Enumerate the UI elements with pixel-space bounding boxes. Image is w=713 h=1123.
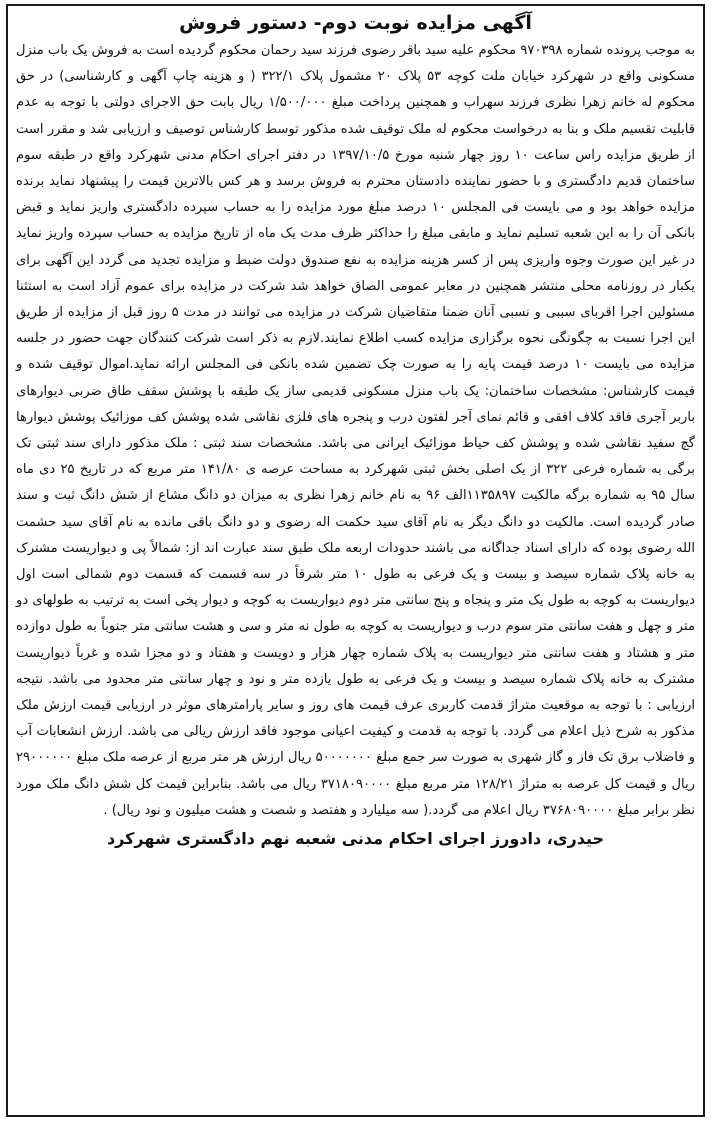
notice-title: آگهی مزایده نوبت دوم- دستور فروش bbox=[179, 12, 532, 34]
notice-body: به موجب پرونده شماره ۹۷۰۳۹۸ محکوم علیه سید باقر رضوی فرزند سید رحمان محکوم گردیده است به فروش یک باب منزل مسکونی واقع در شهرکرد خیابان ملت کوچه ۵۳ پلاک ۲۰ مشمول پلاک ۳۲۲/۱ ( و هزینه چاپ آگهی و کارشناسی) در حق محکوم له خانم زهرا نظری فرزند سهراب و همچنین پرداخت مبلغ ۱/۵۰۰/۰۰۰ ریال بابت حق الاجرای دولتی با توجه به عدم قابلیت تقسیم ملک و بنا به درخواست محکوم له ملک توقیف شده مذکور توسط کارشناس توصیف و ارزیابی شد و مقرر است از طریق مزایده راس ساعت ۱۰ روز چهار شنبه مورخ ۱۳۹۷/۱۰/۵ در دفتر اجرای احکام مدنی شهرکرد واقع در طبقه سوم ساختمان قدیم دادگستری و با حضور نماینده دادستان محترم به فروش برسد و هر کس بالاترین قیمت را پیشنهاد نماید برنده مزایده خواهد بود و می بایست فی المجلس ۱۰ درصد مبلغ مورد مزایده را به حساب سپرده دادگستری واریز نماید و قبض بانکی آن را به این شعبه تسلیم نماید و مابقی مبلغ را حداکثر ظرف مدت یک ماه از تاریخ مزایده به حساب سپرده واریز نماید در غیر این صورت وجوه واریزی پس از کسر هزینه مزایده به نفع صندوق دولت ضبط و مزایده تجدید می گردد این آگهی برای یکبار در روزنامه محلی منتشر همچنین در معابر عمومی الصاق خواهد شد شرکت در مزایده برای عموم آزاد است به استثنا مسئولین اجرا اقربای سببی و نسبی آنان ضمنا متقاضیان شرکت در مزایده می توانند در مدت ۵ روز قبل از مزایده از طریق این اجرا نسبت به چگونگی نحوه برگزاری مزایده کسب اطلاع نمایند.لازم به ذکر است شرکت کنندگان جهت حضور در جلسه مزایده می بایست ۱۰ درصد قیمت پایه را به صورت چک تضمین شده بانکی فی المجلس ارائه نماید.اموال توقیف شده و قیمت کارشناس: مشخصات ساختمان: یک باب منزل مسکونی قدیمی ساز یک طبقه با پوشش سقف طاق ضربی دیوارهای باربر آجری فاقد کلاف افقی و قائم نمای آجر لفتون درب و پنجره های فلزی نقاشی شده پوشش کف موزائیک پوشش دیوارها گچ سفید نقاشی شده و پوشش کف حیاط موزائیک ایرانی می باشد. مشخصات سند ثبتی : ملک مذکور دارای سند ثبتی تک برگی به شماره فرعی ۳۲۲ از یک اصلی بخش ثبتی شهرکرد به مساحت عرصه ی ۱۴۱/۸۰ متر مربع که در تاریخ ۲۵ دی ماه سال ۹۵ به شماره برگه مالکیت ۱۱۳۵۸۹۷الف ۹۶ به نام خانم زهرا نظری به میزان دو دانگ مشاع از شش دانگ ثبت و سند صادر گردیده است. مالکیت دو دانگ دیگر به نام آقای سید حکمت اله رضوی و دو دانگ باقی مانده به نام آقای سید حشمت الله رضوی بوده که دارای اسناد جداگانه می باشند حدودات اربعه ملک طبق سند عبارت اند از: شمالاً پی و دیواریست مشترک به خانه پلاک شماره سیصد و بیست و یک فرعی به طول ۱۰ متر شرقاً در سه قسمت که قسمت دوم شمالی است اول دیواریست به کوچه به طول یک متر و پنجاه و پنج سانتی متر دوم دیواریست به کوچه و دیوار پخی است به ترتیب به طولهای دو متر و چهل و هفت سانتی متر سوم درب و دیواریست به کوچه به طول نه متر و سی و هشت سانتی متر جنوباً به طول دوازده متر و هشتاد و هفت سانتی متر دیواریست به پلاک شماره چهار هزار و دویست و هفتاد و دو مجزا شده و غرباً دیواریست مشترک به خانه پلاک شماره سیصد و بیست و یک فرعی به طول یازده متر و نود و چهار سانتی متر محدود می باشد. نتیجه ارزیابی : با توجه به موقعیت متراژ قدمت کاربری عرف قیمت های روز و سایر پارامترهای موثر در ارزیابی قیمت ارزش ملک مذکور به شرح ذیل اعلام می گردد. با توجه به قدمت و کیفیت اعیانی موجود فاقد ارزش ریالی می باشد. ارزش انشعابات آب و فاضلاب برق تک فاز و گاز شهری به صورت سر جمع مبلغ ۵۰۰۰۰۰۰۰ ریال ارزش هر متر مربع از عرصه ملک مبلغ ۲۹۰۰۰۰۰۰ ریال و قیمت کل عرصه به متراژ ۱۲۸/۲۱ متر مربع مبلغ ۳۷۱۸۰۹۰۰۰۰ ریال می باشد. بنابراین قیمت کل شش دانگ ملک مورد نظر برابر مبلغ ۳۷۶۸۰۹۰۰۰۰ ریال اعلام می گردد.( سه میلیارد و هفتصد و شصت و هشت میلیون و نود ریال) . bbox=[16, 43, 696, 818]
notice-signature: حیدری، دادورز اجرای احکام مدنی شعبه نهم دادگستری شهرکرد bbox=[106, 829, 605, 849]
notice-frame bbox=[6, 4, 705, 1117]
